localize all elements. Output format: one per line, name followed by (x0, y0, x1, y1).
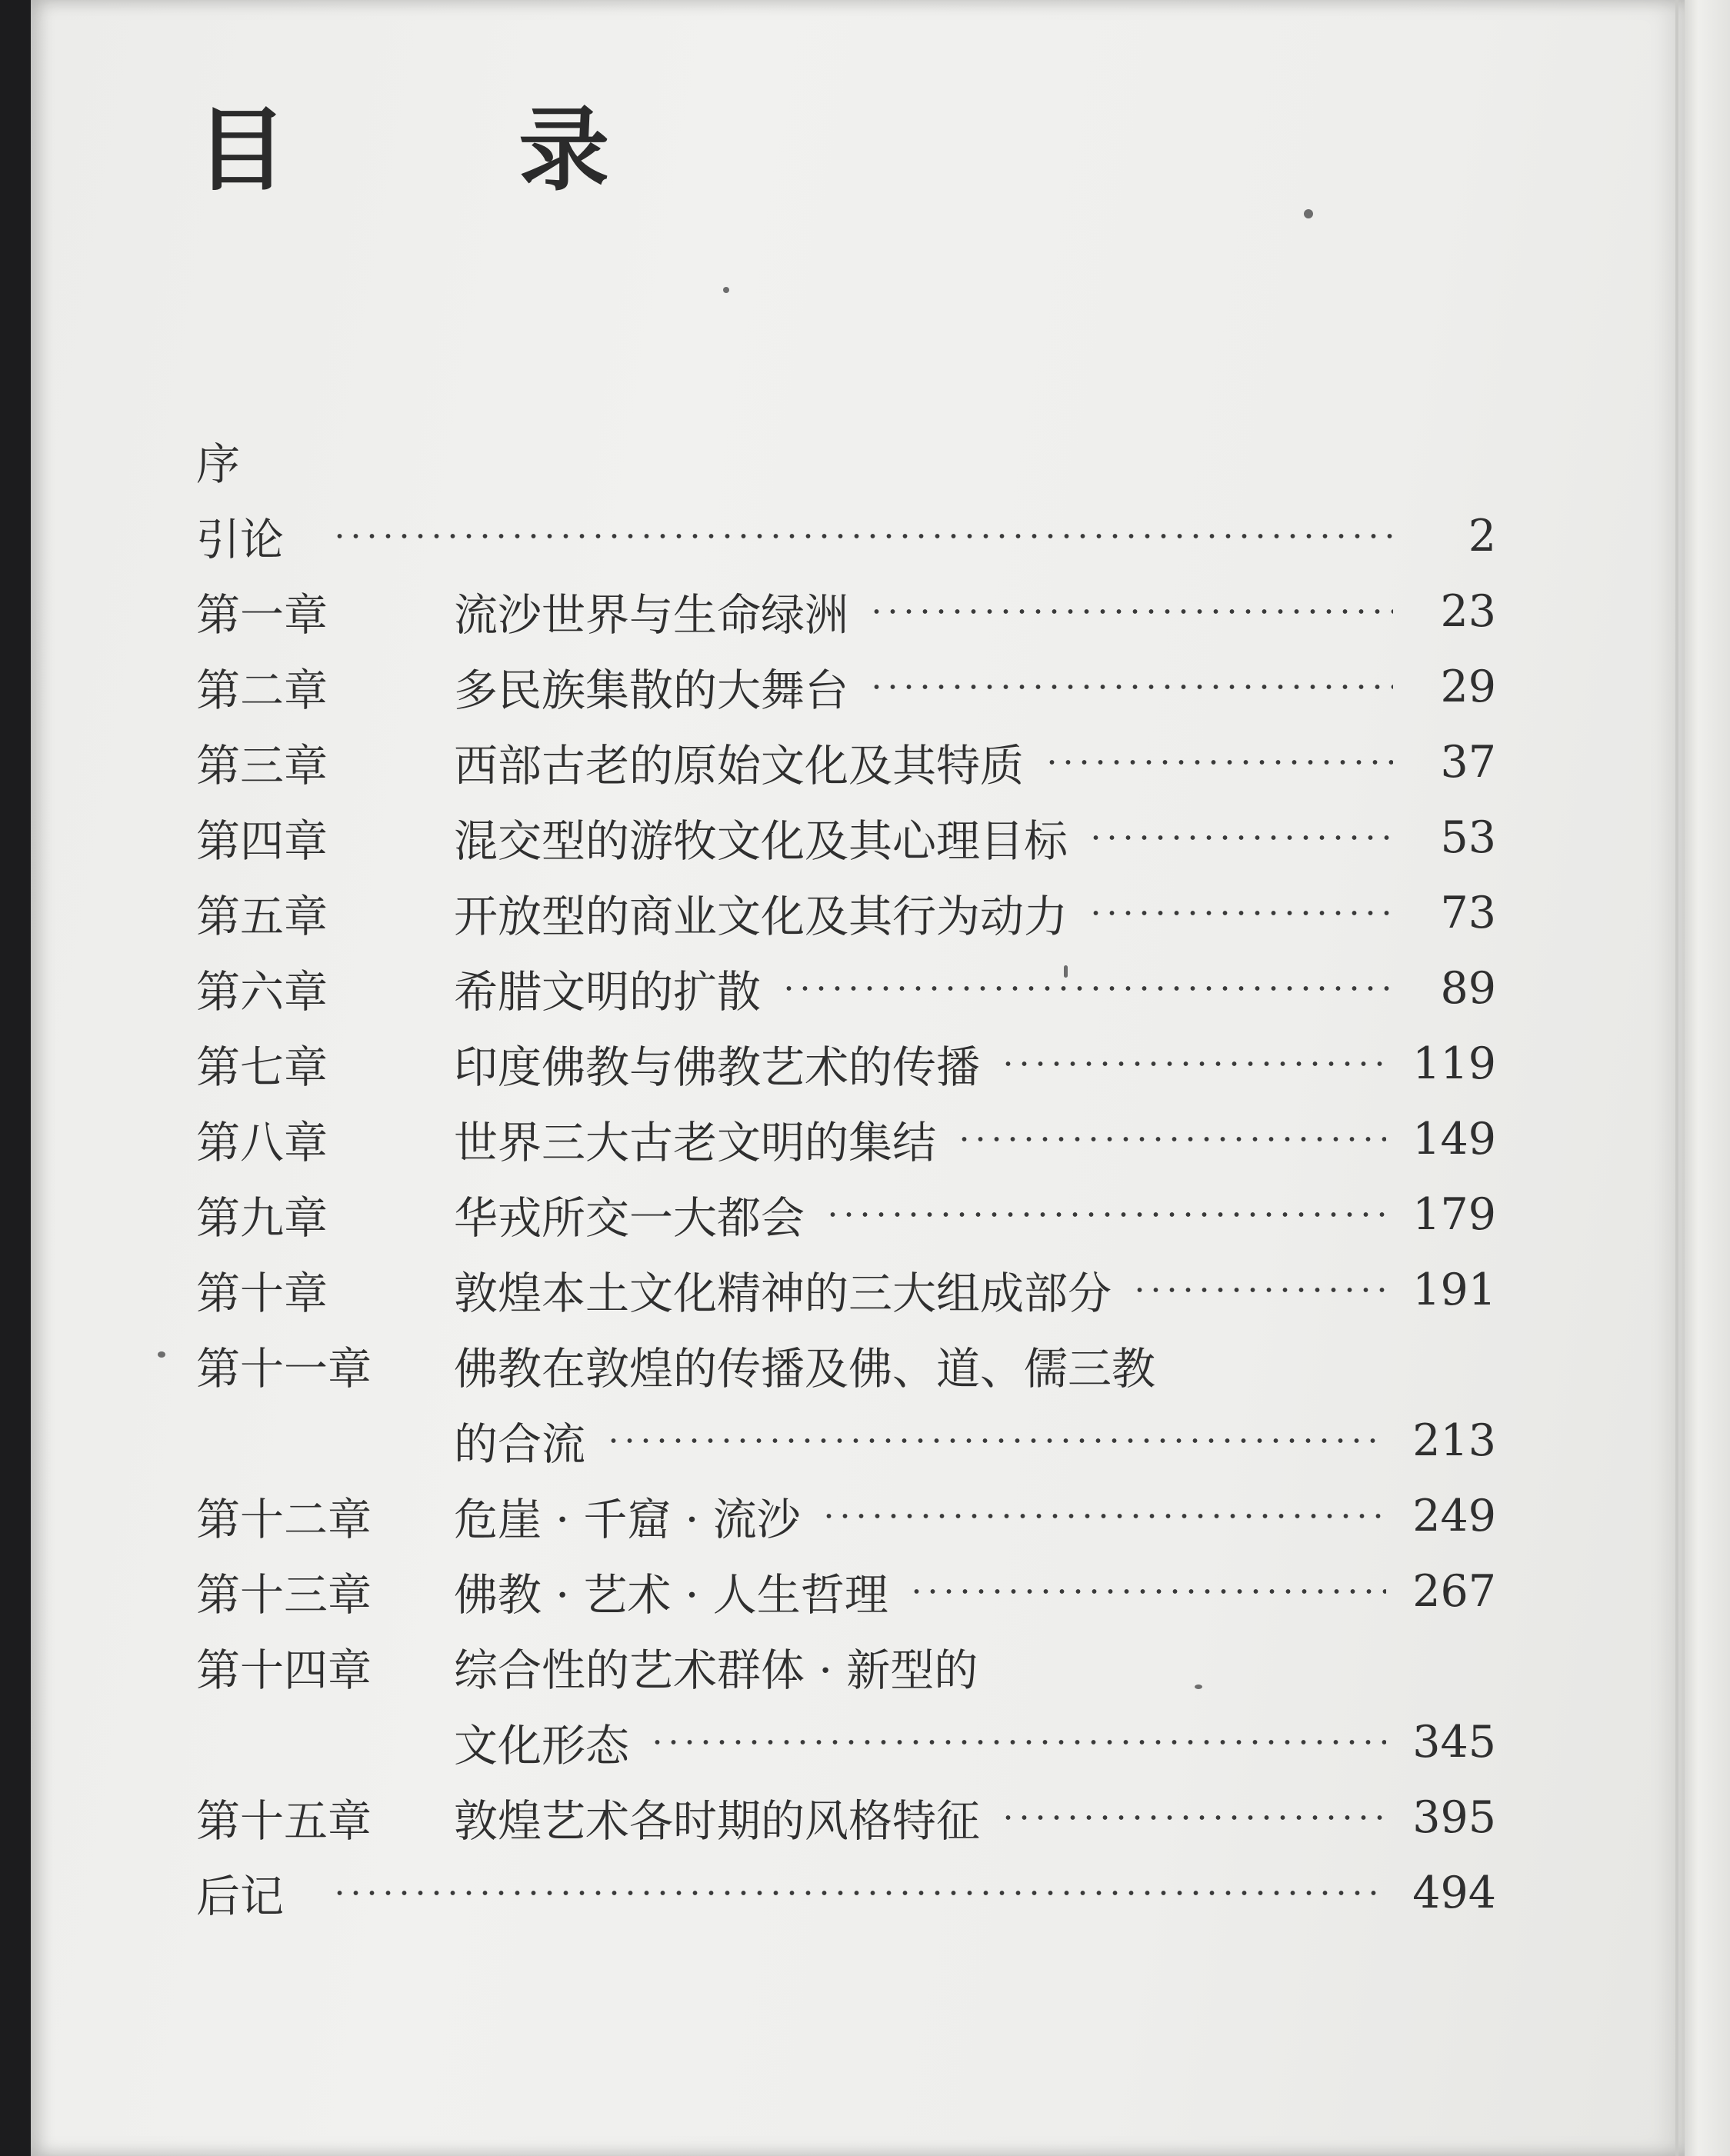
toc-page-number: 213 (1412, 1415, 1496, 1466)
toc-chapter-label: 引论 (196, 515, 284, 565)
toc-chapter-label: 第三章 (196, 741, 328, 791)
toc-chapter-label: 序 (196, 439, 240, 490)
dot-leader (332, 533, 1393, 539)
toc-chapter-label: 第十五章 (196, 1796, 372, 1847)
toc-chapter-title: 印度佛教与佛教艺术的传播 (454, 1042, 980, 1093)
toc-chapter-label: 第五章 (196, 891, 328, 942)
toc-row-chapter (196, 875, 1496, 951)
page-edge (1685, 0, 1730, 2156)
toc-row-chapter (196, 1629, 1496, 1704)
toc-row-chapter (196, 1252, 1496, 1328)
toc-page-number: 73 (1440, 888, 1496, 938)
toc-chapter-title: 希腊文明的扩散 (454, 967, 761, 1018)
dot-leader (868, 684, 1393, 690)
dot-leader (821, 1513, 1386, 1519)
toc-row-chapter (196, 1328, 1496, 1403)
toc-chapter-title-continued: 的合流 (454, 1419, 585, 1470)
toc-chapter-label: 第十一章 (196, 1344, 372, 1395)
toc-chapter-title: 混交型的游牧文化及其心理目标 (454, 816, 1068, 867)
toc-row-introduction (196, 498, 1496, 574)
toc-row-chapter (196, 1177, 1496, 1252)
table-of-contents (196, 423, 1496, 1931)
paper-speck (158, 1351, 165, 1358)
toc-chapter-label: 第一章 (196, 590, 328, 641)
toc-page-number: 89 (1440, 963, 1496, 1014)
dot-leader (781, 985, 1393, 991)
dot-leader (1088, 835, 1393, 841)
page-edge-line (1675, 0, 1678, 2156)
toc-row-continuation (196, 1403, 1496, 1478)
toc-page-number: 29 (1440, 661, 1496, 712)
toc-chapter-title: 西部古老的原始文化及其特质 (454, 741, 1024, 791)
toc-row-continuation (196, 1704, 1496, 1780)
toc-chapter-label: 第二章 (196, 665, 328, 716)
toc-chapter-title: 多民族集散的大舞台 (454, 665, 848, 716)
toc-row-chapter (196, 800, 1496, 875)
dot-leader (1132, 1287, 1386, 1293)
dot-leader (868, 608, 1393, 615)
toc-chapter-title: 敦煌本土文化精神的三大组成部分 (454, 1268, 1112, 1319)
toc-chapter-label: 第十三章 (196, 1570, 372, 1621)
toc-chapter-label: 第十章 (196, 1268, 328, 1319)
toc-page-number: 37 (1440, 737, 1496, 788)
toc-row-chapter (196, 725, 1496, 800)
toc-chapter-title: 华戎所交一大都会 (454, 1193, 805, 1244)
dot-leader (1088, 910, 1393, 916)
dot-leader (825, 1211, 1386, 1218)
dot-leader (1000, 1814, 1386, 1821)
toc-chapter-title: 敦煌艺术各时期的风格特征 (454, 1796, 980, 1847)
toc-page-number: 191 (1412, 1265, 1496, 1315)
toc-page-number: 119 (1412, 1038, 1496, 1089)
toc-page-number: 494 (1412, 1868, 1496, 1918)
toc-chapter-label: 第八章 (196, 1118, 328, 1168)
toc-row-chapter (196, 574, 1496, 649)
toc-row-preface (196, 423, 1496, 498)
toc-chapter-title: 流沙世界与生命绿洲 (454, 590, 848, 641)
toc-row-chapter (196, 1101, 1496, 1177)
toc-chapter-label: 第七章 (196, 1042, 328, 1093)
toc-chapter-label: 第十四章 (196, 1645, 372, 1696)
dot-leader (605, 1438, 1386, 1444)
toc-page-number: 179 (1412, 1189, 1496, 1240)
dot-leader (956, 1136, 1386, 1142)
toc-page-number: 267 (1412, 1566, 1496, 1617)
dot-leader (908, 1588, 1386, 1595)
toc-row-chapter (196, 1478, 1496, 1554)
toc-row-afterword (196, 1855, 1496, 1931)
dot-leader (1000, 1061, 1386, 1067)
toc-heading: 目 录 (196, 97, 710, 203)
toc-row-chapter (196, 649, 1496, 725)
toc-page-number: 149 (1412, 1114, 1496, 1165)
toc-page-number: 249 (1412, 1491, 1496, 1541)
toc-chapter-label: 第四章 (196, 816, 328, 867)
toc-chapter-title-continued: 文化形态 (454, 1721, 629, 1771)
dot-leader (649, 1739, 1386, 1745)
toc-chapter-label: 后记 (196, 1871, 284, 1922)
toc-chapter-title: 佛教在敦煌的传播及佛、道、儒三教 (454, 1344, 1155, 1395)
paper-speck (1195, 1684, 1202, 1689)
toc-page-number: 23 (1440, 586, 1496, 637)
toc-page-number: 53 (1440, 812, 1496, 863)
paper-speck (723, 287, 729, 293)
toc-chapter-title: 综合性的艺术群体 · 新型的 (454, 1645, 978, 1696)
toc-page-number: 395 (1412, 1792, 1496, 1843)
toc-chapter-title: 开放型的商业文化及其行为动力 (454, 891, 1068, 942)
paper-speck (1064, 965, 1068, 978)
paper-speck (1304, 209, 1313, 218)
toc-chapter-title: 危崖 · 千窟 · 流沙 (454, 1495, 801, 1545)
toc-page-number: 345 (1412, 1717, 1496, 1768)
toc-chapter-label: 第十二章 (196, 1495, 372, 1545)
toc-chapter-title: 佛教 · 艺术 · 人生哲理 (454, 1570, 888, 1621)
toc-chapter-label: 第九章 (196, 1193, 328, 1244)
toc-row-chapter (196, 1026, 1496, 1101)
toc-page-number: 2 (1468, 511, 1496, 561)
toc-row-chapter (196, 1554, 1496, 1629)
toc-chapter-title: 世界三大古老文明的集结 (454, 1118, 936, 1168)
dot-leader (1044, 759, 1393, 765)
toc-row-chapter (196, 1780, 1496, 1855)
toc-chapter-label: 第六章 (196, 967, 328, 1018)
toc-row-chapter (196, 951, 1496, 1026)
dot-leader (332, 1890, 1386, 1896)
